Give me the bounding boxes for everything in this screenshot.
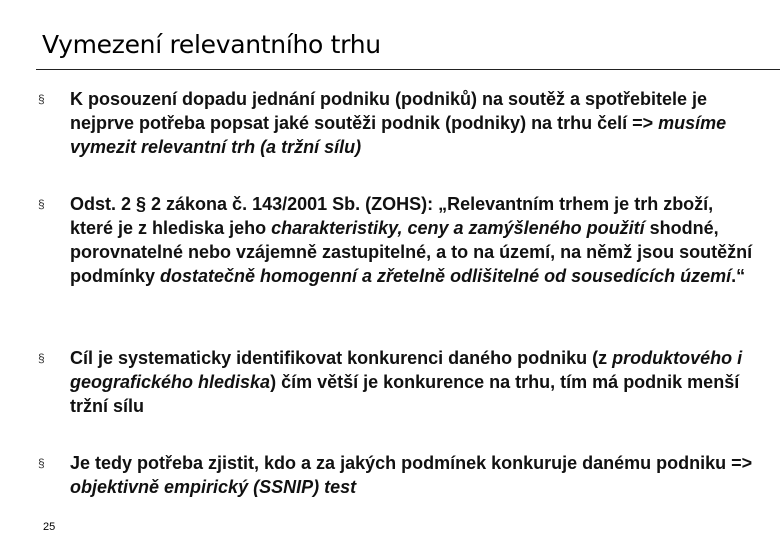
bullet-icon: § — [38, 92, 45, 106]
bullet-text-part: .“ — [731, 266, 746, 286]
title-divider — [36, 69, 780, 70]
bullet-icon: § — [38, 351, 45, 365]
page-number: 25 — [43, 521, 56, 533]
bullet-emphasis: objektivně empirický (SSNIP) test — [70, 477, 357, 497]
bullet-text — [70, 87, 760, 159]
bullet-text-part: Cíl je systematicky identifikovat konkurenci daného podniku (z — [70, 348, 613, 368]
bullet-text-part: K posouzení dopadu jednání podniku (podniků) na soutěž a spotřebitele je nejprve potřeba popsat jaké soutěži podnik (podniky) na trhu čelí => — [70, 89, 708, 133]
bullet-emphasis: charakteristiky, ceny a zamýšleného použití — [271, 218, 645, 238]
bullet-icon: § — [38, 197, 45, 211]
bullet-text-part: Je tedy potřeba zjistit, kdo a za jakých podmínek konkuruje danému podniku => — [70, 453, 753, 473]
bullet-text — [70, 346, 760, 418]
bullet-text — [70, 192, 760, 288]
bullet-text-part: ) čím větší je konkurence na trhu, tím má podnik menší tržní sílu — [70, 372, 740, 416]
bullet-emphasis: produktového i geografického hlediska — [70, 348, 743, 392]
bullet-emphasis: dostatečně homogenní a zřetelně odlišitelné od sousedících území — [160, 266, 732, 286]
bullet-text-part: Odst. 2 § 2 zákona č. 143/2001 Sb. (ZOHS): „Relevantním trhem je trh zboží, které je z hlediska jeho — [70, 194, 714, 238]
bullet-text-part: shodné, porovnatelné nebo vzájemně zastupitelné, a to na území, na němž jsou soutěžní podmínky — [70, 218, 753, 286]
bullet-icon: § — [38, 456, 45, 470]
slide-title: Vymezení relevantního trhu — [42, 30, 381, 59]
bullet-emphasis: musíme vymezit relevantní trh (a tržní sílu) — [70, 113, 727, 157]
bullet-text — [70, 451, 760, 499]
